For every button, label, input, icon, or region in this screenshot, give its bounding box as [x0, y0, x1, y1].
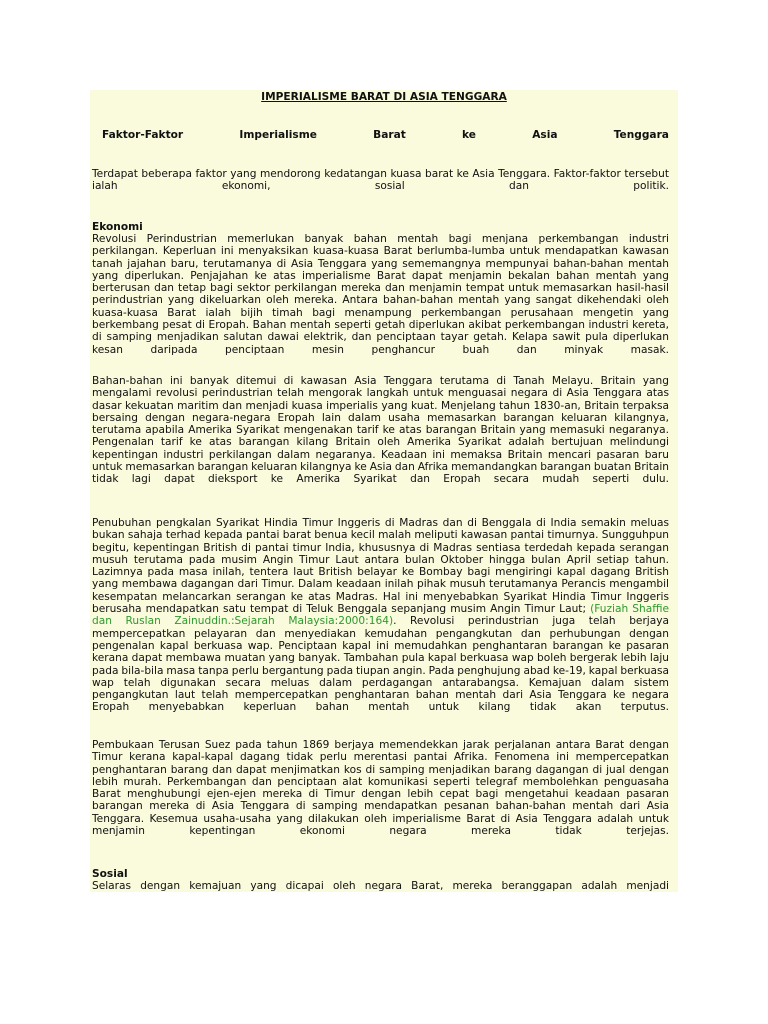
subtitle-word: ke — [462, 129, 476, 141]
section-heading-sosial: Sosial — [92, 868, 128, 880]
subtitle-word: Asia — [532, 129, 558, 141]
ekonomi-paragraph-2: Bahan-bahan ini banyak ditemui di kawasan Asia Tenggara terutama di Tanah Melayu. Britain yang mengalami revolusi perindustrian telah mengorak langkah untuk menguasai negara di Asia Tenggara atas dasar kekuatan maritim dan menjadi kuasa imperialis yang kuat. Menjelang tahun 1830-an, Britain terpaksa bersaing dengan negara-negara Eropah lain dalam usaha memasarkan barangan keluaran kilangnya, terutama apabila Amerika Syarikat mengenakan tarif ke atas barangan Britain yang memasuki negaranya. Pengenalan tarif ke atas barangan kilang Britain oleh Amerika Syarikat adalah bertujuan melindungi kepentingan industri perkilangan dalam negaranya. Keadaan ini memaksa Britain mencari pasaran baru untuk memasarkan barangan keluaran kilangnya ke Asia dan Afrika memandangkan barangan buatan Britain tidak lagi dapat dieksport ke Amerika Syarikat dan Eropah secara mudah seperti dulu. — [92, 375, 669, 486]
subtitle-word: Imperialisme — [239, 129, 317, 141]
subtitle-word: Barat — [373, 129, 406, 141]
ekonomi-paragraph-3 — [92, 517, 669, 714]
ekonomi-paragraph-4: Pembukaan Terusan Suez pada tahun 1869 berjaya memendekkan jarak perjalanan antara Barat dengan Timur kerana kapal-kapal dagang tidak perlu merentasi pantai Afrika. Fenomena ini mempercepatkan penghantaran barang dan dapat menjimatkan kos di samping menjadikan barang dagangan di jual dengan lebih murah. Perkembangan dan penciptaan alat komunikasi seperti telegraf membolehkan penguasaha Barat menghubungi ejen-ejen mereka di Timur dengan lebih cepat bagi mengetahui keadaan pasaran barangan mereka di Asia Tenggara di samping mendapatkan pesanan bahan-bahan mentah dari Asia Tenggara. Kesemua usaha-usaha yang dilakukan oleh imperialisme Barat di Asia Tenggara adalah untuk menjamin kepentingan ekonomi negara mereka tidak terjejas. — [92, 739, 669, 838]
intro-paragraph: Terdapat beberapa faktor yang mendorong kedatangan kuasa barat ke Asia Tenggara. Faktor-faktor tersebut ialah ekonomi, sosial dan politik. — [92, 168, 669, 193]
page-title: IMPERIALISME BARAT DI ASIA TENGGARA — [261, 91, 507, 103]
ekonomi-paragraph-3-text-b: . Revolusi perindustrian juga telah berjaya mempercepatkan pelayaran dan menyediakan kemudahan pengangkutan dan perhubungan dengan pengenalan kapal berkuasa wap. Penciptaan kapal ini memudahkan penghantaran barangan ke pasaran kerana dapat membawa muatan yang banyak. Tambahan pula kapal berkuasa wap boleh bergerak lebih laju pada bila-bila masa tanpa perlu bergantung pada tiupan angin. Pada penghujung abad ke-19, kapal berkuasa wap telah digunakan secara meluas dalam perdagangan antarabangsa. Kemajuan dalam sistem pengangkutan laut telah mempercepatkan penghantaran bahan mentah dari Asia Tenggara ke negara Eropah menyebabkan keperluan bahan mentah untuk kilang tidak akan terputus. — [92, 615, 669, 714]
document-page — [90, 90, 678, 892]
subtitle — [102, 129, 669, 141]
section-heading-ekonomi: Ekonomi — [92, 221, 143, 233]
sosial-paragraph-1: Selaras dengan kemajuan yang dicapai oleh negara Barat, mereka beranggapan adalah menjadi — [92, 880, 669, 892]
subtitle-word: Faktor-Faktor — [102, 129, 184, 141]
citation: (Fuziah Shaffie dan Ruslan Zainuddin.:Sejarah Malaysia:2000:164) — [92, 603, 669, 628]
ekonomi-paragraph-1: Revolusi Perindustrian memerlukan banyak bahan mentah bagi menjana perkembangan industri perkilangan. Keperluan ini menyaksikan kuasa-kuasa Barat berlumba-lumba untuk mendapatkan kawasan tanah jajahan baru, terutamanya di Asia Tenggara yang sememangnya mempunyai bahan-bahan mentah yang diperlukan. Penjajahan ke atas imperialisme Barat dapat menjamin bekalan bahan mentah yang berterusan dan tetap bagi sektor perkilangan mereka dan menjamin tempat untuk memasarkan hasil-hasil perindustrian yang dikeluarkan oleh mereka. Antara bahan-bahan mentah yang sangat dikehendaki oleh kuasa-kuasa Barat ialah bijih timah bagi menampung perkembangan perusahaan mengetin yang berkembang pesat di Eropah. Bahan mentah seperti getah diperlukan akibat perkembangan industri kereta, di samping menjadikan salutan dawai elektrik, dan penciptaan tayar getah. Kelapa sawit pula diperlukan kesan daripada penciptaan mesin penghancur buah dan minyak masak. — [92, 233, 669, 356]
subtitle-word: Tenggara — [613, 129, 669, 141]
ekonomi-paragraph-3-text-a: Penubuhan pengkalan Syarikat Hindia Timur Inggeris di Madras dan di Benggala di India semakin meluas bukan sahaja terhad kepada pantai barat benua kecil malah meliputi kawasan pantai timurnya. Sungguhpun begitu, kepentingan British di pantai timur India, khususnya di Madras sentiasa terdedah kepada serangan musuh terutama pada musim Angin Timur Laut antara bulan Oktober hingga bulan April setiap tahun. Lazimnya pada masa inilah, tentera laut British belayar ke Bombay bagi mengiringi kapal dagang British yang membawa dagangan dari Timur. Dalam keadaan inilah pihak musuh terutamanya Perancis mengambil kesempatan melancarkan serangan ke atas Madras. Hal ini menyebabkan Syarikat Hindia Timur Inggeris berusaha mendapatkan satu tempat di Teluk Benggala sepanjang musim Angin Timur Laut; — [92, 517, 669, 616]
